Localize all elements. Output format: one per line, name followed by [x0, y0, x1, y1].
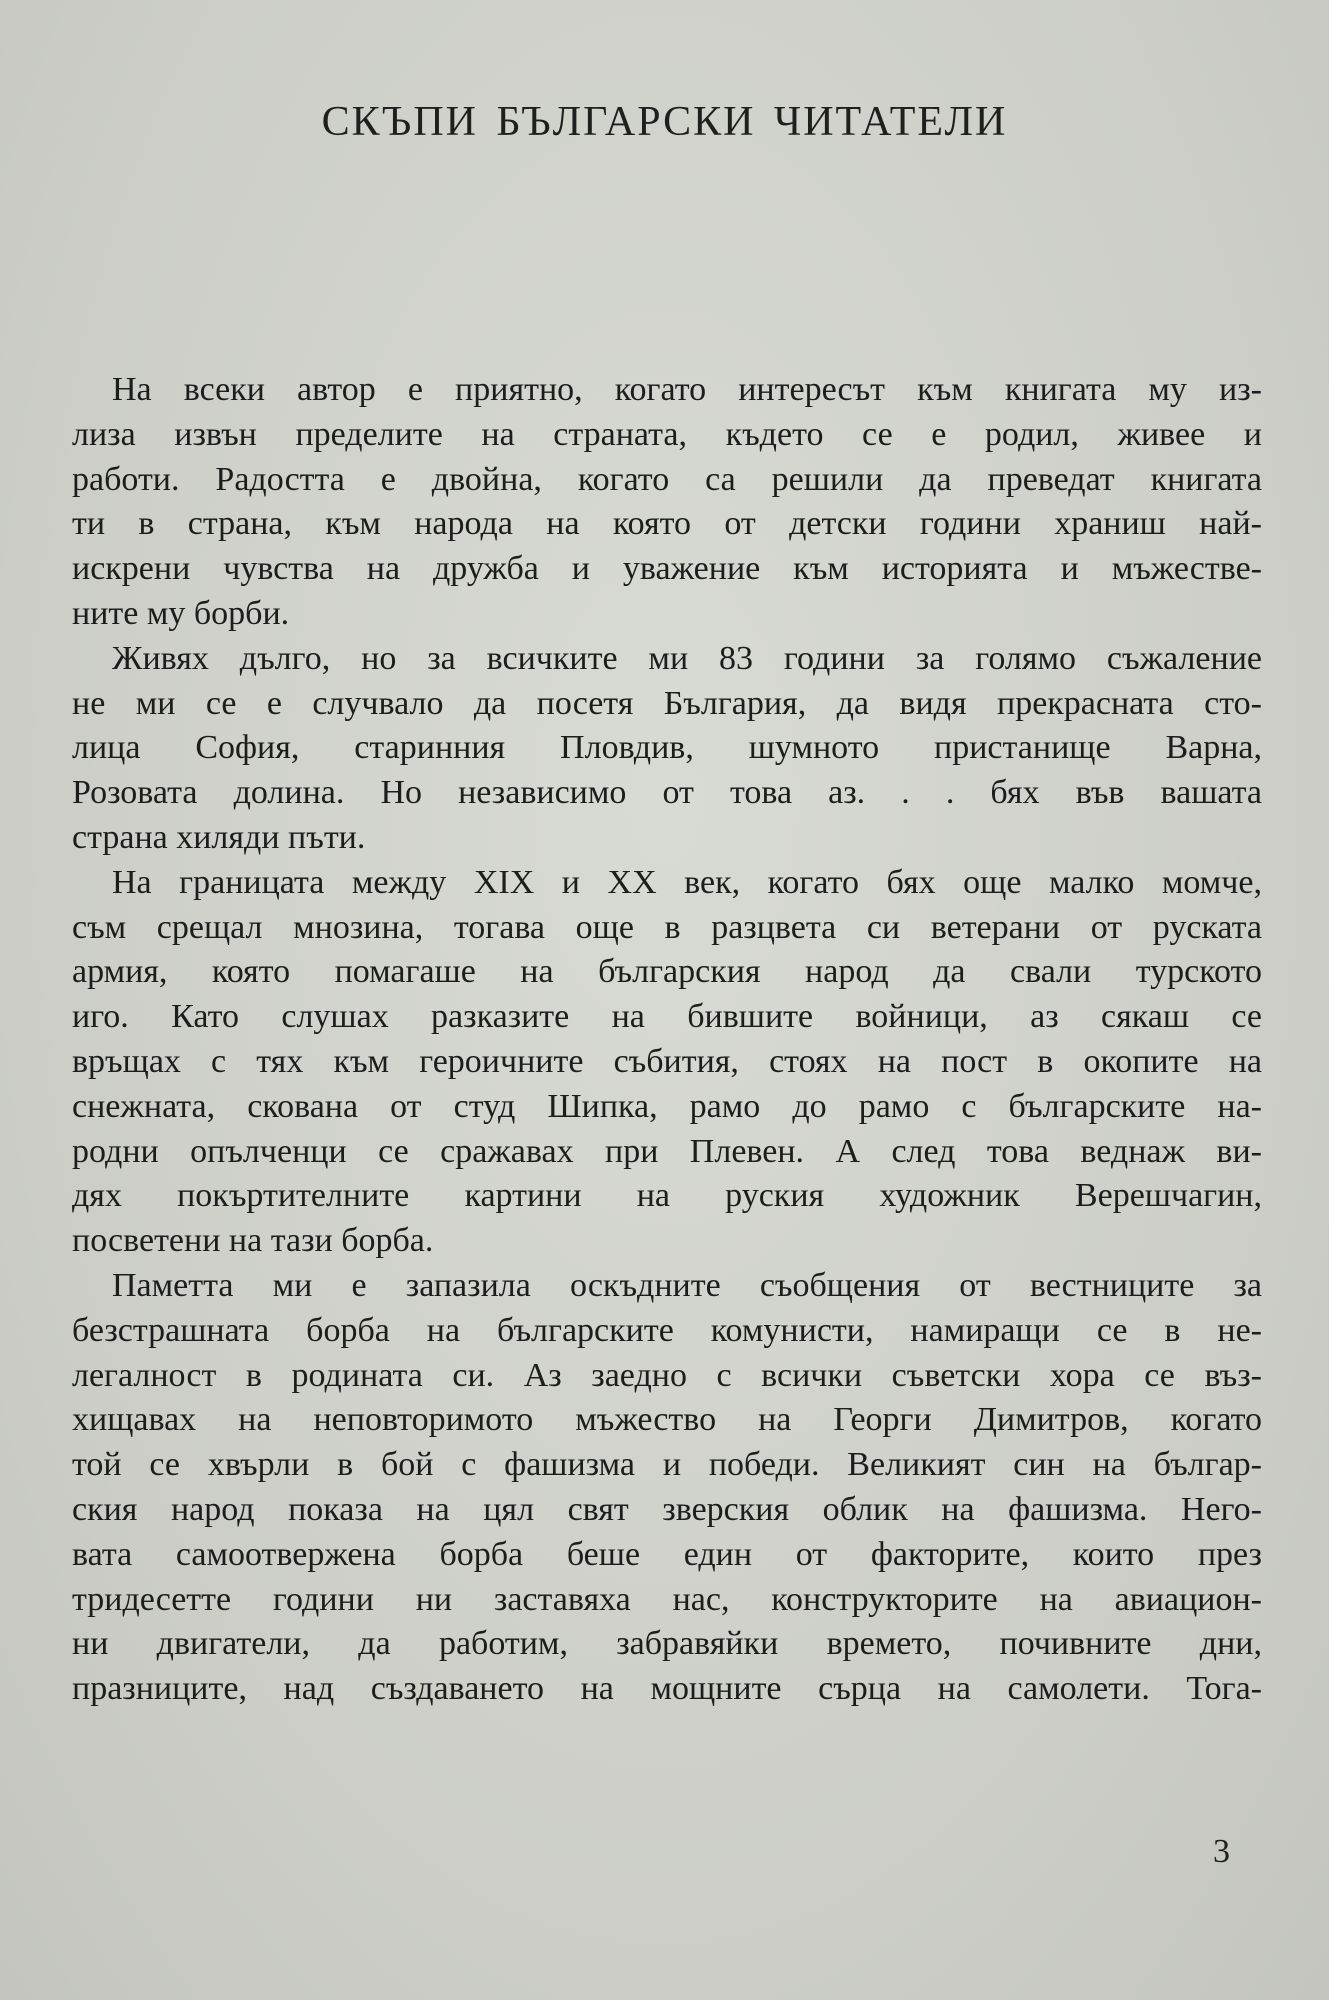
paragraph-4: [72, 1264, 1262, 1712]
text-line: връщах с тях към героичните събития, стоях на пост в окопите на: [72, 1042, 1262, 1080]
text-line: не ми се е случвало да посетя България, да видя прекрасната сто-: [72, 684, 1262, 722]
paragraph-1: [72, 368, 1262, 637]
text-line: лица София, старинния Пловдив, шумното пристанище Варна,: [72, 729, 1262, 767]
text-line: работи. Радостта е двойна, когато са решили да преведат книгата: [72, 460, 1262, 498]
text-line: тридесетте години ни заставяха нас, конструкторите на авиацион-: [72, 1580, 1262, 1618]
text-line: вата самоотвержена борба беше един от факторите, които през: [72, 1535, 1262, 1573]
paragraph-2: [72, 637, 1262, 861]
text-line: ти в страна, към народа на която от детски години храниш най-: [72, 505, 1262, 543]
text-line: съм срещал мнозина, тогава още в разцвета си ветерани от руската: [72, 908, 1262, 946]
text-line: посветени на тази борба.: [72, 1222, 434, 1260]
text-line: той се хвърли в бой с фашизма и победи. Великият син на българ-: [72, 1446, 1262, 1484]
text-line: армия, която помагаше на българския народ да свали турското: [72, 953, 1262, 991]
text-line: искрени чувства на дружба и уважение към историята и мъжестве-: [72, 550, 1262, 588]
paragraph-3: [72, 861, 1262, 1264]
text-line: лиза извън пределите на страната, където се е родил, живее и: [72, 415, 1262, 453]
text-line: ския народ показа на цял свят зверския облик на фашизма. Него-: [72, 1490, 1262, 1528]
text-line: На всеки автор е приятно, когато интересът към книгата му из-: [112, 371, 1262, 408]
page-number: 3: [1213, 1833, 1230, 1870]
text-line: Паметта ми е запазила оскъдните съобщения от вестниците за: [112, 1266, 1262, 1304]
text-line: хищавах на неповторимото мъжество на Георги Димитров, когато: [72, 1401, 1262, 1439]
text-line: ни двигатели, да работим, забравяйки времето, почивните дни,: [72, 1625, 1262, 1663]
text-line: иго. Като слушах разказите на бившите войници, аз сякаш се: [72, 998, 1262, 1036]
text-line: страна хиляди пъти.: [72, 818, 366, 856]
text-line: безстрашната борба на българските комунисти, намиращи се в не-: [72, 1311, 1262, 1349]
text-line: Розовата долина. Но независимо от това аз. . . бях във вашата: [72, 774, 1262, 812]
body-text: [72, 368, 1262, 1712]
text-line: дях покъртителните картини на руския художник Верешчагин,: [72, 1177, 1262, 1215]
text-line: ните му борби.: [72, 594, 290, 632]
text-line: празниците, над създаването на мощните сърца на самолети. Тога-: [72, 1670, 1262, 1708]
text-line: На границата между XIX и XX век, когато бях още малко момче,: [112, 863, 1262, 901]
page-heading: СКЪПИ БЪЛГАРСКИ ЧИТАТЕЛИ: [321, 99, 1008, 145]
text-line: снежната, скована от студ Шипка, рамо до рамо с българските на-: [72, 1087, 1262, 1125]
text-line: родни опълченци се сражавах при Плевен. А след това веднаж ви-: [72, 1132, 1262, 1170]
text-line: легалност в родината си. Аз заедно с всички съветски хора се въз-: [72, 1356, 1262, 1394]
text-line: Живях дълго, но за всичките ми 83 години за голямо съжаление: [112, 639, 1262, 677]
